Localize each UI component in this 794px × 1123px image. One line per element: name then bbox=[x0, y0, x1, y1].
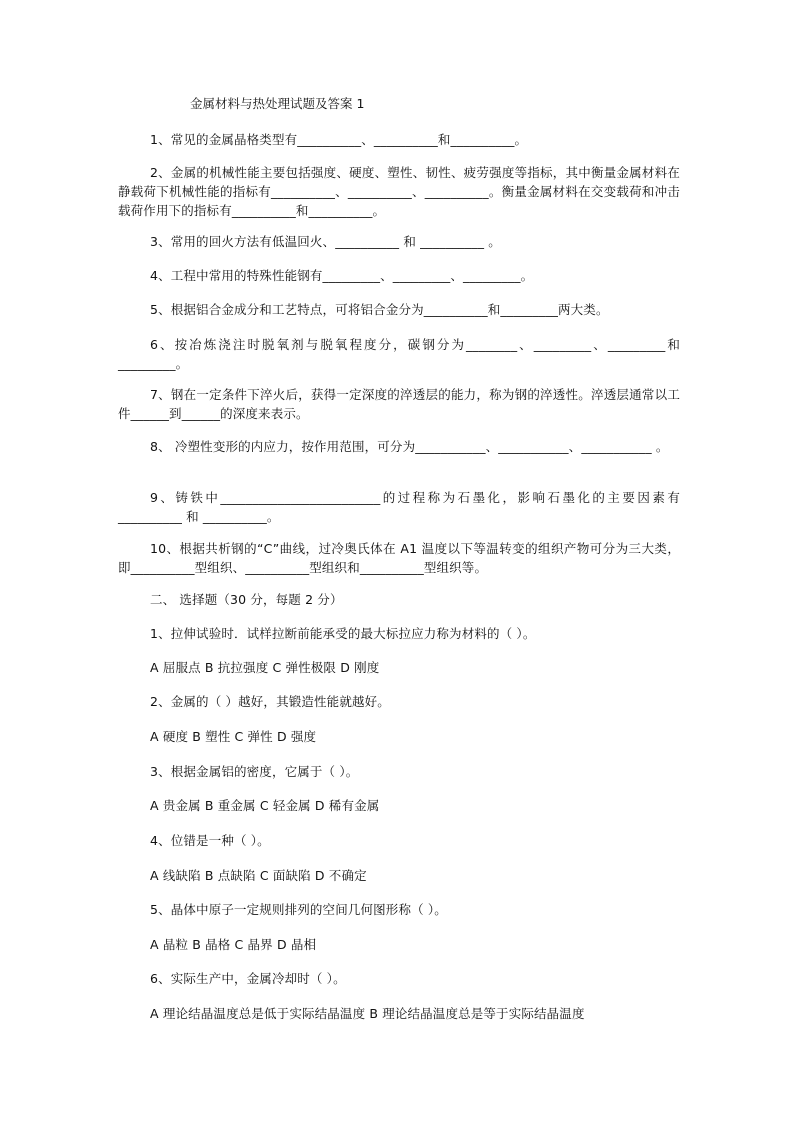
options-choice-6: A 理论结晶温度总是低于实际结晶温度 B 理论结晶温度总是等于实际结晶温度 bbox=[150, 1006, 585, 1021]
question-choice-2: 2、金属的（ ）越好，其锻造性能就越好。 bbox=[150, 694, 390, 709]
question-choice-4: 4、位错是一种（ ）。 bbox=[150, 833, 270, 848]
options-choice-5: A 晶粒 B 晶格 C 晶界 D 晶相 bbox=[150, 937, 317, 952]
question-fill-9: 9、铸铁中_________________________的过程称为石墨化，影响石墨化的主要因素有__________ 和 __________。 bbox=[118, 490, 680, 524]
question-choice-6: 6、实际生产中，金属冷却时（ ）。 bbox=[150, 971, 346, 986]
question-fill-3: 3、常用的回火方法有低温回火、__________ 和 __________ 。 bbox=[150, 234, 501, 249]
question-fill-1: 1、常见的金属晶格类型有__________、__________和__________。 bbox=[150, 132, 528, 147]
question-fill-6: 6、按冶炼浇注时脱氧剂与脱氧程度分，碳钢分为________、_________、_________和_________。 bbox=[118, 337, 680, 371]
options-choice-3: A 贵金属 B 重金属 C 轻金属 D 稀有金属 bbox=[150, 798, 380, 813]
options-choice-4: A 线缺陷 B 点缺陷 C 面缺陷 D 不确定 bbox=[150, 868, 367, 883]
options-choice-1: A 屈服点 B 抗拉强度 C 弹性极限 D 刚度 bbox=[150, 660, 380, 675]
section-heading-choice: 二、 选择题（30 分，每题 2 分） bbox=[150, 592, 343, 607]
question-fill-4: 4、工程中常用的特殊性能钢有_________、_________、_________。 bbox=[150, 268, 534, 283]
question-fill-10: 10、根据共析钢的“C”曲线，过冷奥氏体在 A1 温度以下等温转变的组织产物可分为三大类，即__________型组织、__________型组织和__________型组织等。 bbox=[118, 541, 680, 575]
question-fill-7: 7、钢在一定条件下淬火后，获得一定深度的淬透层的能力，称为钢的淬透性。淬透层通常以工件______到______的深度来表示。 bbox=[118, 387, 680, 421]
options-choice-2: A 硬度 B 塑性 C 弹性 D 强度 bbox=[150, 729, 317, 744]
document-title: 金属材料与热处理试题及答案 1 bbox=[190, 96, 365, 111]
question-choice-1: 1、拉伸试验时．试样拉断前能承受的最大标拉应力称为材料的（ ）。 bbox=[150, 626, 536, 641]
question-fill-8: 8、 冷塑性变形的内应力，按作用范围，可分为___________、___________、___________ 。 bbox=[150, 439, 669, 454]
question-fill-2: 2、金属的机械性能主要包括强度、硬度、塑性、韧性、疲劳强度等指标，其中衡量金属材料在静载荷下机械性能的指标有__________、__________、__________。衡量金属材料在交变载荷和冲击载荷作用下的指标有__________和__________。 bbox=[118, 165, 680, 218]
question-choice-3: 3、根据金属铝的密度，它属于（ ）。 bbox=[150, 764, 359, 779]
question-choice-5: 5、晶体中原子一定规则排列的空间几何图形称（ ）。 bbox=[150, 902, 447, 917]
question-fill-5: 5、根据铝合金成分和工艺特点，可将铝合金分为__________和_________两大类。 bbox=[150, 302, 609, 317]
